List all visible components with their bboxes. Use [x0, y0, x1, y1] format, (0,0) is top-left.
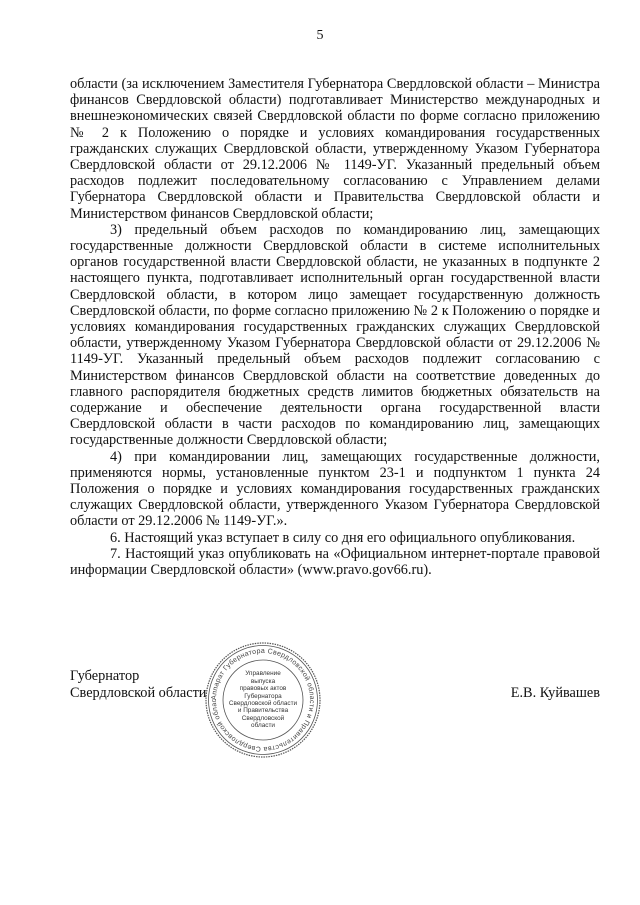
- stamp-line: Свердловской: [241, 714, 285, 722]
- signatory-name: Е.В. Куйвашев: [510, 685, 600, 701]
- signatory-title-line: Губернатор: [70, 668, 140, 684]
- stamp-ring-text: Аппарат Губернатора Свердловской области и Правительства Свердловской облас: [210, 647, 316, 753]
- stamp-line: области: [251, 722, 275, 730]
- paragraph: 7. Настоящий указ опубликовать на «Официальном интернет-портале правовой информации Свердловской области» (www.pravo.gov66.ru).: [70, 545, 600, 579]
- stamp-line: выпуска: [250, 677, 276, 685]
- page-number: 5: [316, 28, 324, 43]
- stamp-line: Свердловской области: [228, 700, 298, 707]
- signatory-title: [70, 668, 206, 702]
- paragraph: области (за исключением Заместителя Губернатора Свердловской области – Министра финансов Свердловской области) подготавливает Министерство международных и внешнеэкономических связей Свердловской области по форме согласно приложению № 2 к Положению о порядке и условиях командирования государственных гражданских служащих Свердловской области, утвержденному Указом Губернатора Свердловской области от 29.12.2006 № 1149-УГ. Указанный предельный объем расходов подлежит последовательному согласованию с Управлением делами Губернатора Свердловской области и Правительства Свердловской области и Министерством финансов Свердловской области;: [70, 76, 600, 222]
- paragraph: 4) при командировании лиц, замещающих государственные должности, применяются нормы, установленные пунктом 23-1 и подпунктом 1 пункта 24 Положения о порядке и условиях командирования государственных гражданских служащих Свердловской области, утвержденного Указом Губернатора Свердловской области от 29.12.2006 № 1149-УГ.».: [70, 448, 600, 530]
- official-stamp: [204, 641, 322, 759]
- stamp-line: правовых актов: [239, 685, 287, 693]
- document-body: [70, 76, 600, 578]
- paragraph: 3) предельный объем расходов по командированию лиц, замещающих государственные должности Свердловской области в системе исполнительных органов государственной власти Свердловской области, не указанных в подпункте 2 настоящего пункта, подготавливает исполнительный орган государственной власти Свердловской области, в котором лицо замещает государственную должность Свердловской области, по форме согласно приложению № 2 к Положению о порядке и условиях командирования государственных гражданских служащих Свердловской области, утвержденному Указом Губернатора Свердловской области от 29.12.2006 № 1149-УГ. Указанный предельный объем расходов подлежит согласованию с Министерством финансов Свердловской области на соответствие доведенных до главного распорядителя бюджетных средств лимитов бюджетных обязательств на содержание и обеспечение деятельности органа государственной власти Свердловской области в части расходов по командированию лиц, замещающих государственные должности Свердловской области;: [70, 221, 600, 449]
- paragraph: 6. Настоящий указ вступает в силу со дня его официального опубликования.: [110, 529, 576, 546]
- stamp-line: Управление: [245, 670, 281, 678]
- stamp-line: и Правительства: [237, 707, 289, 715]
- stamp-center-text: [204, 641, 322, 759]
- stamp-line: Губернатора: [244, 692, 282, 700]
- signatory-title-line: Свердловской области: [70, 685, 207, 701]
